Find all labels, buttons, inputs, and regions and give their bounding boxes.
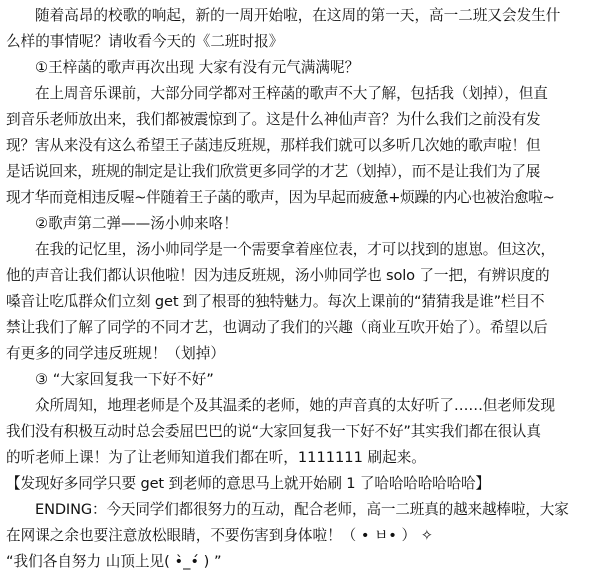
section-heading-3: ③ “大家回复我一下好不好” <box>35 371 214 388</box>
section-1-line-1: 在上周音乐课前，大部分同学都对王梓菡的歌声不大了解，包括我（划掉），但直 <box>35 85 548 102</box>
section-heading-1: ①王梓菡的歌声再次出现 大家有没有元气满满呢？ <box>35 59 360 76</box>
section-2-line-5: 有更多的同学违反班规！（划掉） <box>6 345 225 362</box>
section-2-line-4: 禁让我们了解了同学的不同才艺，也调动了我们的兴趣（商业互吹开始了）。希望以后 <box>6 319 548 336</box>
section-3-line-1: 众所周知，地理老师是个及其温柔的老师，她的声音真的太好听了……但老师发现 <box>35 397 555 414</box>
ending-line-1: ENDING：今天同学们都很努力的互动，配合老师，高一二班真的越来越棒啦，大家 <box>35 501 569 518</box>
section-1-line-2: 到音乐老师放出来，我们都被震惊到了。这是什么神仙声音？为什么我们之前没有发 <box>6 111 541 128</box>
section-1-line-5: 现才华而竟相违反喔~伴随着王子菡的歌声，因为早起而疲惫+烦躁的内心也被治愈啦~ <box>6 189 555 206</box>
paragraph-intro-line-1: 随着高昂的校歌的响起，新的一周开始啦，在这周的第一天，高一二班又会发生什 <box>35 7 561 24</box>
section-3-line-3: 的听老师上课！为了让老师知道我们都在听，1111111 刷起来。 <box>6 449 426 466</box>
section-1-line-4: 是话说回来，班规的制定是让我们欣赏更多同学的才艺（划掉），而不是让我们为了展 <box>6 163 540 180</box>
section-2-line-2: 他的声音让我们都认识他啦！因为违反班规，汤小帅同学也 solo 了一把，有辨识度的 <box>6 267 550 284</box>
closing-quote: “我们各自努力 山顶上见( •̀_•́ ) ” <box>6 553 222 570</box>
paragraph-intro-line-2: 么样的事情呢？请收看今天的《二班时报》 <box>6 33 284 50</box>
section-2-line-3: 嗓音让吃瓜群众们立刻 get 到了根哥的独特魅力。每次上课前的“猜猜我是谁”栏目不 <box>6 293 545 310</box>
bracket-note: 【发现好多同学只要 get 到老师的意思马上就开始刷 1 了哈哈哈哈哈哈哈】 <box>6 475 490 492</box>
ending-line-2: 在网课之余也要注意放松眼睛，不要伤害到身体啦！（ • ㅂ• ） ✧ <box>6 527 433 544</box>
section-3-line-2: 我们没有积极互动时总会委屈巴巴的说“大家回复我一下好不好”其实我们都在很认真 <box>6 423 541 440</box>
section-2-line-1: 在我的记忆里，汤小帅同学是一个需要拿着座位表，才可以找到的崽崽。但这次， <box>35 241 555 258</box>
section-heading-2: ②歌声第二弹——汤小帅来咯！ <box>35 215 238 232</box>
section-1-line-3: 现？害从来没有这么希望王子菡违反班规，那样我们就可以多听几次她的歌声啦！但 <box>6 137 541 154</box>
